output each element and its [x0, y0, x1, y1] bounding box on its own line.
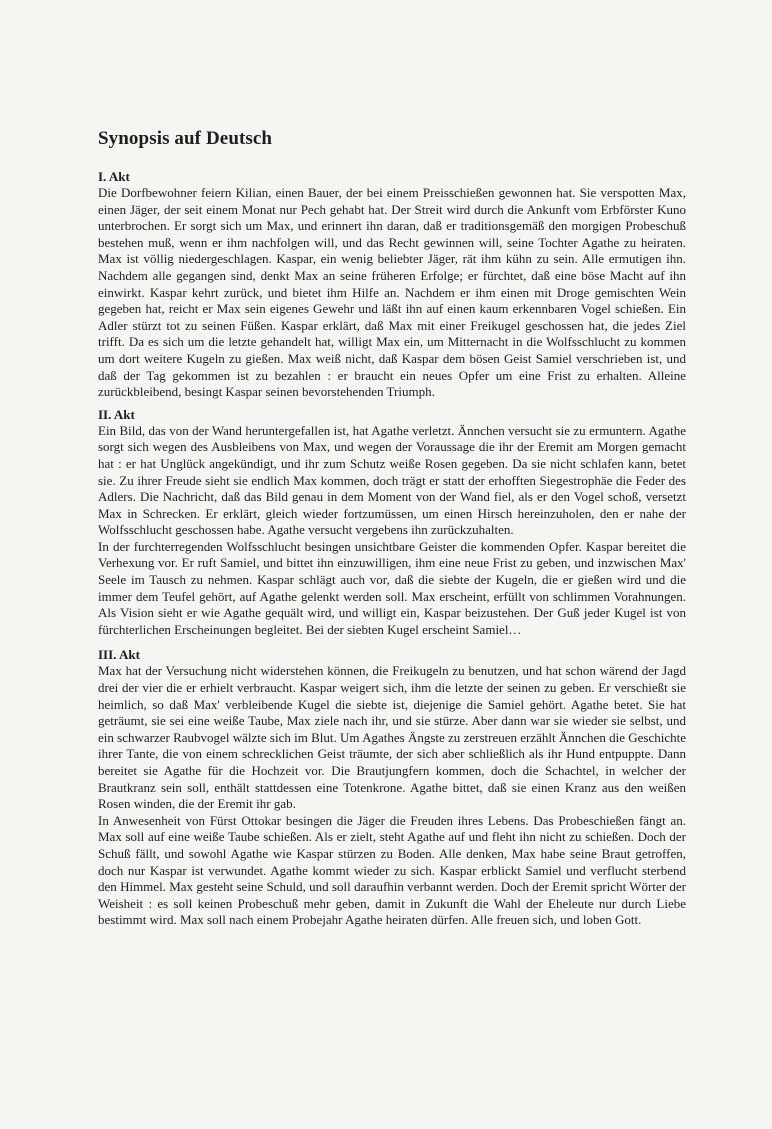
- act-heading: I. Akt: [98, 169, 130, 184]
- act-heading: III. Akt: [98, 647, 140, 663]
- act-paragraph: In Anwesenheit von Fürst Ottokar besingen die Jäger die Freuden ihres Lebens. Das Probeschießen fängt an. Max soll auf eine weiße Taube schießen. Als er zielt, steht Agathe auf und fleht ihn nicht zu schießen. Doch der Schuß fällt, und sowohl Agathe wie Kaspar stürzen zu Boden. Alle denken, Max habe seine Braut getroffen, doch nur Kaspar ist verwundet. Agathe kommt wieder zu sich. Kaspar erblickt Samiel und verflucht sterbend den Himmel. Max gesteht seine Schuld, und soll daraufhin verbannt werden. Doch der Eremit spricht Wörter der Weisheit : es soll keinen Probeschuß mehr geben, damit in Zukunft die Wahl der Eheleute nur durch Liebe bestimmt wird. Max soll nach einem Probejahr Agathe heiraten dürfen. Alle freuen sich, und loben Gott.: [98, 812, 686, 928]
- act-paragraph: Ein Bild, das von der Wand heruntergefallen ist, hat Agathe verletzt. Ännchen versucht sie zu ermuntern. Agathe sorgt sich wegen des Ausbleibens von Max, und wegen der Voraussage die ihr der Eremit am Morgen gemacht hat : er hat Unglück angekündigt, und ihr zum Schutz weiße Rosen gegeben. Da sie nicht schlafen kann, betet sie. Zu ihrer Freude sieht sie endlich Max kommen, doch trägt er statt der erhofften Siegestrophäe die Feder des Adlers. Die Nachricht, daß das Bild genau in dem Moment von der Wand fiel, als er den Vogel schoß, versetzt Max in Schrecken. Er erklärt, gleich wieder fortzumüssen, um einen Hirsch hereinzuholen, den er nahe der Wolfsschlucht geschossen habe. Agathe versucht vergebens ihn zurückzuhalten.: [98, 422, 686, 538]
- act-section-2: [98, 407, 686, 639]
- act-paragraph: In der furchterregenden Wolfsschlucht besingen unsichtbare Geister die kommenden Opfer. Kaspar bereitet die Verhexung vor. Er ruft Samiel, und bittet ihn einzuwilligen, ihm eine neue Frist zu geben, und inzwischen Max' Seele im Tausch zu nehmen. Kaspar schlägt auch vor, daß die siebte der Kugeln, die er gießen wird und die immer dem Teufel gehört, auf Agathe gelenkt werden soll. Max erscheint, erfüllt von schlimmen Vorahnungen. Als Vision sieht er wie Agathe gequält wird, und willigt ein, Kaspar beizustehen. Der Guß jeder Kugel ist von fürchterlichen Erscheinungen begleitet. Bei der siebten Kugel erscheint Samiel…: [98, 538, 686, 637]
- page-title: Synopsis auf Deutsch: [98, 128, 273, 149]
- act-section-1: [98, 169, 686, 401]
- act-paragraph: Die Dorfbewohner feiern Kilian, einen Bauer, der bei einem Preisschießen gewonnen hat. Sie verspotten Max, einen Jäger, der seit einem Monat nur Pech gehabt hat. Der Streit wird durch die Ankunft vom Erbförster Kuno unterbrochen. Er sorgt sich um Max, und erinnert ihn daran, daß er traditionsgemäß den morgigen Probeschuß bestehen muß, wenn er ihm nachfolgen will, und das Recht gewinnen will, seine Tochter Agathe zu heiraten. Max ist völlig niedergeschlagen. Kaspar, ein wenig beliebter Jäger, rät ihm kühn zu sein. Alle ermutigen ihn. Nachdem alle gegangen sind, denkt Max an seine früheren Erfolge; er fürchtet, daß eine böse Macht auf ihn einwirkt. Kaspar kehrt zurück, und bietet ihm Hilfe an. Nachdem er ihm einen mit Droge gemischten Wein gegeben hat, reicht er Max sein eigenes Gewehr und läßt ihn auf einen kaum erkennbaren Vogel schießen. Ein Adler stürzt tot zu seinen Füßen. Kaspar erklärt, daß Max mit einer Freikugel geschossen hat, die jedes Ziel trifft. Da es sich um die letzte gehandelt hat, willigt Max ein, um Mitternacht in die Wolfsschlucht zu kommen um dort weitere Kugeln zu gießen. Max weiß nicht, daß Kaspar dem bösen Geist Samiel verschrieben ist, und daß der Tag gekommen ist zu bezahlen : er braucht ein neues Opfer um eine Frist zu erhalten. Alleine zurückbleibend, besingt Kaspar seinen bevorstehenden Triumph.: [98, 185, 686, 400]
- act-section-3: [98, 647, 686, 929]
- act-paragraph: Max hat der Versuchung nicht widerstehen können, die Freikugeln zu benutzen, und hat schon wärend der Jagd drei der vier die er erhielt verbraucht. Kaspar weigert sich, ihm die letzte der seinen zu geben. Er verschießt sie heimlich, so daß Max' verbleibende Kugel die siebte ist, diejenige die Samiel gehört. Agathe betet. Sie hat geträumt, sie sei eine weiße Taube, Max ziele nach ihr, und sie stürze. Aber dann war sie wieder sie selbst, und ein schwarzer Raubvogel wälzte sich im Blut. Um Agathes Ängste zu zerstreuen erzählt Ännchen die Geschichte ihrer Tante, die von einem schrecklichen Geist träumte, der sich aber schließlich als ihr Hund entpuppte. Dann bereitet sie Agathe für die Hochzeit vor. Die Brautjungfern kommen, doch die Schachtel, in welcher der Brautkranz sein soll, enthält stattdessen eine Totenkrone. Agathe bittet, daß sie einen Kranz aus den weißen Rosen winden, die der Eremit ihr gab.: [98, 663, 686, 812]
- act-heading: II. Akt: [98, 406, 135, 422]
- document-page: [98, 128, 686, 929]
